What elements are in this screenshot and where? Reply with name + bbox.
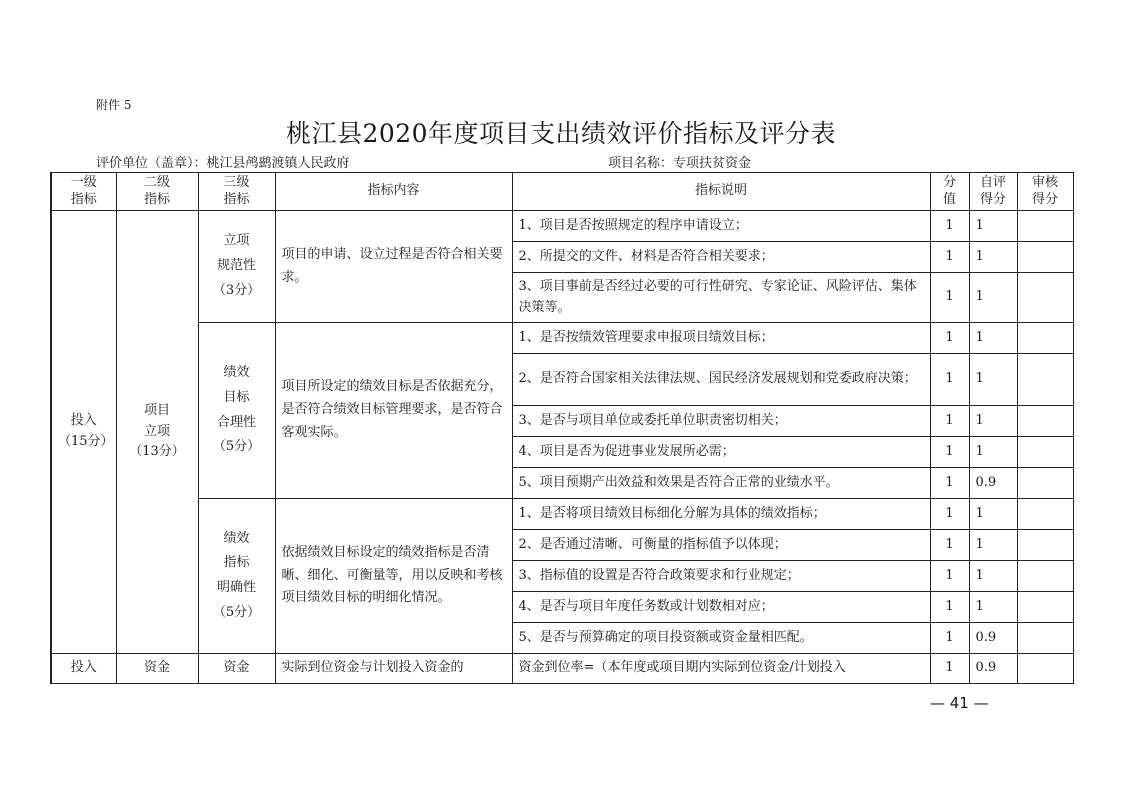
self-score-cell: 1 [969,592,1017,623]
evaluation-table [50,172,1074,684]
content-cell: 项目所设定的绩效目标是否依据充分，是否符合绩效目标管理要求，是否符合客观实际。 [275,323,512,499]
self-score-cell: 0.9 [969,654,1017,684]
description-cell: 4、是否与项目年度任务数或计划数相对应； [512,592,930,623]
table-header-row [51,173,1073,211]
level2-cell: 项目 立项 （13分） [116,211,198,654]
self-score-cell: 1 [969,530,1017,561]
header-content: 指标内容 [275,173,512,211]
audit-score-cell [1017,323,1073,354]
score-cell: 1 [930,437,969,468]
audit-score-cell [1017,530,1073,561]
self-score-cell: 0.9 [969,623,1017,654]
content-cell: 项目的申请、设立过程是否符合相关要求。 [275,211,512,323]
evaluating-unit: 评价单位（盖章）：桃江县鸬鹚渡镇人民政府 [96,156,350,171]
audit-score-cell [1017,654,1073,684]
description-cell: 4、项目是否为促进事业发展所必需； [512,437,930,468]
audit-score-cell [1017,273,1073,323]
content-cell: 实际到位资金与计划投入资金的 [275,654,512,684]
level3-cell: 资金 [198,654,275,684]
score-cell: 1 [930,530,969,561]
self-score-cell: 1 [969,561,1017,592]
audit-score-cell [1017,592,1073,623]
score-cell: 1 [930,654,969,684]
level1-cell: 投入 （15分） [51,211,116,654]
score-cell: 1 [930,623,969,654]
score-cell: 1 [930,242,969,273]
project-name: 项目名称：专项扶贫资金 [608,156,752,171]
page-title: 桃江县2020年度项目支出绩效评价指标及评分表 [285,119,837,148]
table-row [51,654,1073,684]
score-cell: 1 [930,499,969,530]
header-audit-score: 审核 得分 [1017,173,1073,211]
audit-score-cell [1017,499,1073,530]
description-cell: 3、是否与项目单位或委托单位职责密切相关； [512,406,930,437]
description-cell: 2、所提交的文件、材料是否符合相关要求； [512,242,930,273]
table-row [51,323,1073,354]
description-cell: 1、是否将项目绩效目标细化分解为具体的绩效指标； [512,499,930,530]
header-description: 指标说明 [512,173,930,211]
table-row [51,211,1073,242]
description-cell: 资金到位率=（本年度或项目期内实际到位资金/计划投入 [512,654,930,684]
level3-cell: 绩效 指标 明确性 （5分） [198,499,275,654]
header-level1: 一级 指标 [51,173,116,211]
description-cell: 3、项目事前是否经过必要的可行性研究、专家论证、风险评估、集体决策等。 [512,273,930,323]
score-cell: 1 [930,406,969,437]
description-cell: 5、项目预期产出效益和效果是否符合正常的业绩水平。 [512,468,930,499]
header-level2: 二级 指标 [116,173,198,211]
self-score-cell: 1 [969,323,1017,354]
description-cell: 2、是否通过清晰、可衡量的指标值予以体现； [512,530,930,561]
score-cell: 1 [930,273,969,323]
score-cell: 1 [930,354,969,406]
level1-cell: 投入 [51,654,116,684]
score-cell: 1 [930,211,969,242]
attachment-label: 附件 5 [96,98,132,112]
self-score-cell: 1 [969,406,1017,437]
level3-cell: 绩效 目标 合理性 （5分） [198,323,275,499]
audit-score-cell [1017,561,1073,592]
score-cell: 1 [930,561,969,592]
self-score-cell: 0.9 [969,468,1017,499]
table-row [51,499,1073,530]
audit-score-cell [1017,211,1073,242]
header-level3: 三级 指标 [198,173,275,211]
description-cell: 3、指标值的设置是否符合政策要求和行业规定； [512,561,930,592]
description-cell: 5、是否与预算确定的项目投资额或资金量相匹配。 [512,623,930,654]
description-cell: 2、是否符合国家相关法律法规、国民经济发展规划和党委政府决策； [512,354,930,406]
self-score-cell: 1 [969,354,1017,406]
self-score-cell: 1 [969,242,1017,273]
audit-score-cell [1017,242,1073,273]
audit-score-cell [1017,623,1073,654]
score-cell: 1 [930,468,969,499]
audit-score-cell [1017,406,1073,437]
score-cell: 1 [930,323,969,354]
score-cell: 1 [930,592,969,623]
description-cell: 1、项目是否按照规定的程序申请设立； [512,211,930,242]
description-cell: 1、是否按绩效管理要求申报项目绩效目标； [512,323,930,354]
self-score-cell: 1 [969,273,1017,323]
self-score-cell: 1 [969,437,1017,468]
level2-cell: 资金 [116,654,198,684]
self-score-cell: 1 [969,499,1017,530]
page-number: — 41 — [930,694,989,712]
audit-score-cell [1017,468,1073,499]
content-cell: 依据绩效目标设定的绩效指标是否清晰、细化、可衡量等，用以反映和考核项目绩效目标的明细化情况。 [275,499,512,654]
level3-cell: 立项 规范性 （3分） [198,211,275,323]
audit-score-cell [1017,354,1073,406]
self-score-cell: 1 [969,211,1017,242]
audit-score-cell [1017,437,1073,468]
header-self-score: 自评 得分 [969,173,1017,211]
header-score: 分 值 [930,173,969,211]
